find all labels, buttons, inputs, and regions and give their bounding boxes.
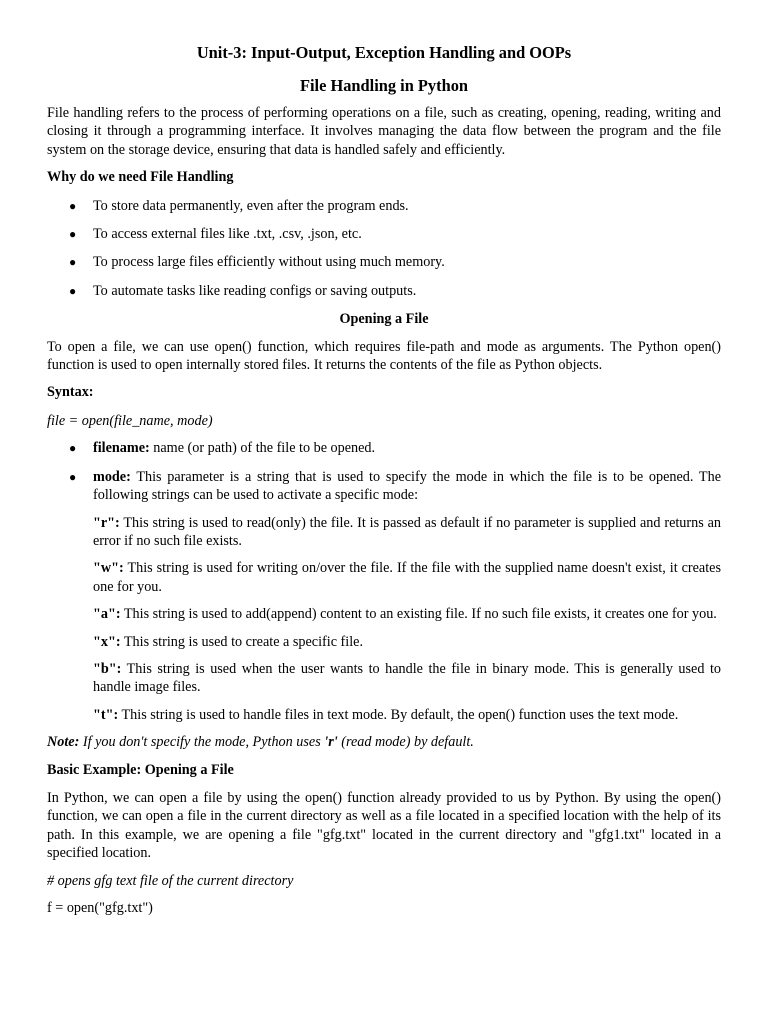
code-comment: # opens gfg text file of the current directory: [47, 872, 294, 889]
mode-w: [93, 559, 721, 596]
param-filename: [47, 439, 721, 457]
example-paragraph: In Python, we can open a file by using the open() function already provided to us by Python. By using the open() function, we can open a file in the current directory as well as a file located in a specified location with the help of its path. In this example, we are opening a file "gfg.txt" located in the current directory and "gfg1.txt" located in a specified location.: [47, 789, 721, 862]
list-item: [47, 225, 721, 243]
bullet-icon: ●: [69, 283, 77, 298]
params-list: [47, 439, 721, 504]
param-mode: [47, 468, 721, 505]
note-end: (read mode) by default.: [337, 734, 474, 751]
param-label: mode:: [93, 468, 131, 485]
why-list: [47, 197, 721, 301]
mode-label: "r":: [93, 514, 120, 531]
syntax-code: file = open(file_name, mode): [47, 412, 213, 429]
mode-label: "t":: [93, 706, 119, 723]
param-text: This parameter is a string that is used to specify the mode in which the file is to be opened. The following strings can be used to activate a specific mode:: [93, 468, 721, 504]
why-heading: Why do we need File Handling: [47, 169, 234, 186]
mode-b: [93, 660, 721, 697]
list-item-text: To store data permanently, even after the program ends.: [93, 197, 409, 214]
mode-r: [93, 514, 721, 551]
param-text: name (or path) of the file to be opened.: [149, 440, 376, 457]
mode-a: [93, 605, 721, 623]
mode-text: This string is used to handle files in text mode. By default, the open() function uses the text mode.: [118, 706, 679, 723]
page-subtitle: File Handling in Python: [299, 76, 469, 95]
note-label: Note:: [47, 734, 80, 751]
mode-text: This string is used for writing on/over the file. If the file with the supplied name doesn't exist, it creates one for you.: [93, 560, 721, 595]
bullet-icon: ●: [69, 469, 77, 484]
bullet-icon: ●: [69, 255, 77, 270]
mode-label: "a":: [93, 606, 121, 623]
intro-paragraph: File handling refers to the process of performing operations on a file, such as creating, opening, reading, writing and closing it through a programming interface. It involves managing the data flow between the program and the file system on the storage device, ensuring that data is handled safely and efficiently.: [47, 105, 721, 158]
note-text: If you don't specify the mode, Python uses: [79, 734, 325, 751]
param-label: filename:: [93, 440, 150, 457]
mode-label: "w":: [93, 560, 124, 577]
list-item: [47, 197, 721, 215]
opening-paragraph: To open a file, we can use open() function, which requires file-path and mode as arguments. The Python open() function is used to open internally stored files. It returns the contents of the file as Python objects.: [47, 338, 721, 374]
mode-text: This string is used to create a specific file.: [120, 633, 364, 650]
opening-heading: Opening a File: [339, 311, 429, 328]
mode-text: This string is used to add(append) content to an existing file. If no such file exists, it creates one for you.: [120, 606, 717, 623]
list-item-text: To access external files like .txt, .csv, .json, etc.: [93, 226, 362, 243]
syntax-label: Syntax:: [47, 384, 94, 401]
example-heading: Basic Example: Opening a File: [47, 761, 234, 778]
mode-label: "x":: [93, 633, 121, 650]
page-title: Unit-3: Input-Output, Exception Handling and OOPs: [196, 43, 572, 62]
bullet-icon: ●: [69, 198, 77, 213]
list-item: [47, 282, 721, 300]
mode-text: This string is used when the user wants to handle the file in binary mode. This is generally used to handle image files.: [93, 660, 721, 696]
mode-x: [93, 633, 721, 651]
mode-t: [93, 706, 721, 724]
code-line: f = open("gfg.txt"): [47, 900, 153, 916]
note-mode: 'r': [324, 734, 338, 751]
list-item-text: To automate tasks like reading configs or saving outputs.: [93, 282, 417, 299]
mode-label: "b":: [93, 660, 122, 677]
bullet-icon: ●: [69, 441, 77, 456]
mode-text: This string is used to read(only) the file. It is passed as default if no parameter is supplied and returns an error if no such file exists.: [93, 514, 721, 549]
list-item: [47, 253, 721, 271]
note: [47, 733, 721, 751]
list-item-text: To process large files efficiently without using much memory.: [93, 254, 445, 271]
bullet-icon: ●: [69, 227, 77, 242]
